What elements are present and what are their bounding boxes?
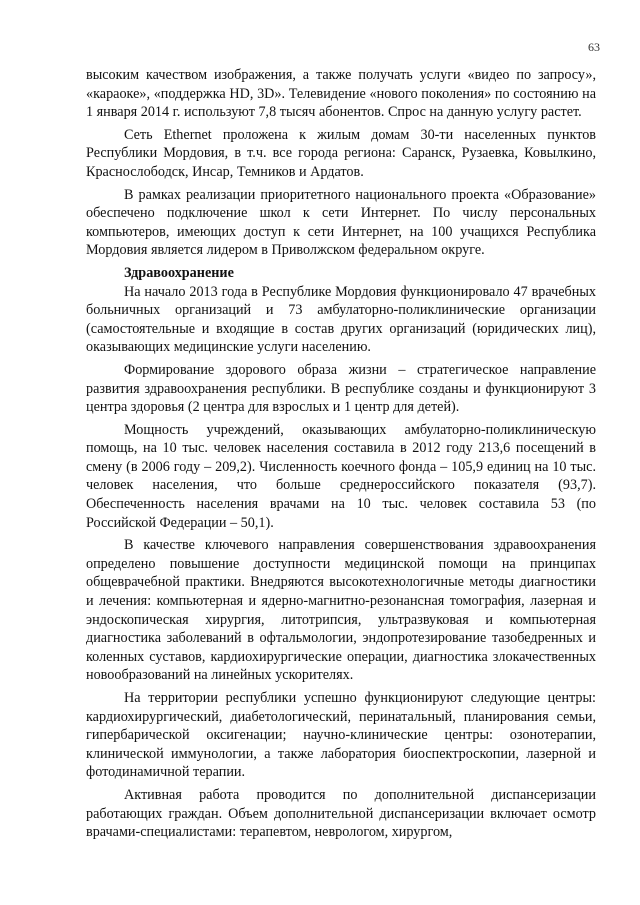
paragraph-key-direction: В качестве ключевого направления совершенствования здравоохранения определено повышение доступности медицинской помощи на принципах общеврачебной практики. Внедряются высокотехнологичные методы диагностики и лечения: компьютерная и ядерно-магнитно-резонансная томография, лазерная и эндоскопическая хирургия, литотрипсия, ультразвуковая и компьютерная диагностика заболеваний в офтальмологии, эндопротезирование тазобедренных и коленных суставов, кардиохирургические операции, диагностика злокачественных новообразований на линейных ускорителях. <box>86 537 596 684</box>
paragraph-hospitals: На начало 2013 года в Республике Мордовия функционировало 47 врачебных больничных организаций и 73 амбулаторно-поликлинические организации (самостоятельные и входящие в состав других организаций (юридических лиц), оказывающих медицинские услуги населению. <box>86 283 596 356</box>
section-heading: Здравоохранение <box>124 264 234 281</box>
document-body <box>86 66 596 846</box>
paragraph-healthy-lifestyle: Формирование здорового образа жизни – стратегическое направление развития здравоохранения республики. В республике созданы и функционируют 3 центра здоровья (2 центра для взрослых и 1 центр для детей). <box>86 361 596 416</box>
paragraph-centers: На территории республики успешно функционируют следующие центры: кардиохирургический, диабетологический, перинатальный, планирования семьи, гипербарической оксигенации; научно-клинические центры: озонотерапии, клинической иммунологии, а также лаборатория биоспектроскопии, лазерной и фотодинамичной терапии. <box>86 690 596 781</box>
page-number: 63 <box>588 40 600 54</box>
paragraph-dispensarization: Активная работа проводится по дополнительной диспансеризации работающих граждан. Объем дополнительной диспансеризации включает осмотр врачами-специалистами: терапевтом, неврологом, хирургом, <box>86 786 596 841</box>
paragraph-tv-services: высоким качеством изображения, а также получать услуги «видео по запросу», «караоке», «поддержка HD, 3D». Телевидение «нового поколения» по состоянию на 1 января 2014 г. используют 7,8 тысяч абонентов. Спрос на данную услугу растет. <box>86 67 596 121</box>
paragraph-ethernet: Сеть Ethernet проложена к жилым домам 30-ти населенных пунктов Республики Мордовия, в т.ч. все города региона: Саранск, Рузаевка, Ковылкино, Краснослободск, Инсар, Темников и Ардатов. <box>86 126 596 180</box>
paragraph-education-internet: В рамках реализации приоритетного национального проекта «Образование» обеспечено подключение школ к сети Интернет. По числу персональных компьютеров, имеющих доступ к сети Интернет, на 100 учащихся Республика Мордовия является лидером в Приволжском федеральном округе. <box>86 186 596 259</box>
paragraph-capacity: Мощность учреждений, оказывающих амбулаторно-поликлиническую помощь, на 10 тыс. человек населения составила в 2012 году 213,6 посещений в смену (в 2006 году – 209,2). Численность коечного фонда – 105,9 единиц на 10 тыс. человек населения, что больше среднероссийского показателя (93,7). Обеспеченность населения врачами на 10 тыс. человек составила 53 (по Российской Федерации – 50,1). <box>86 421 596 531</box>
